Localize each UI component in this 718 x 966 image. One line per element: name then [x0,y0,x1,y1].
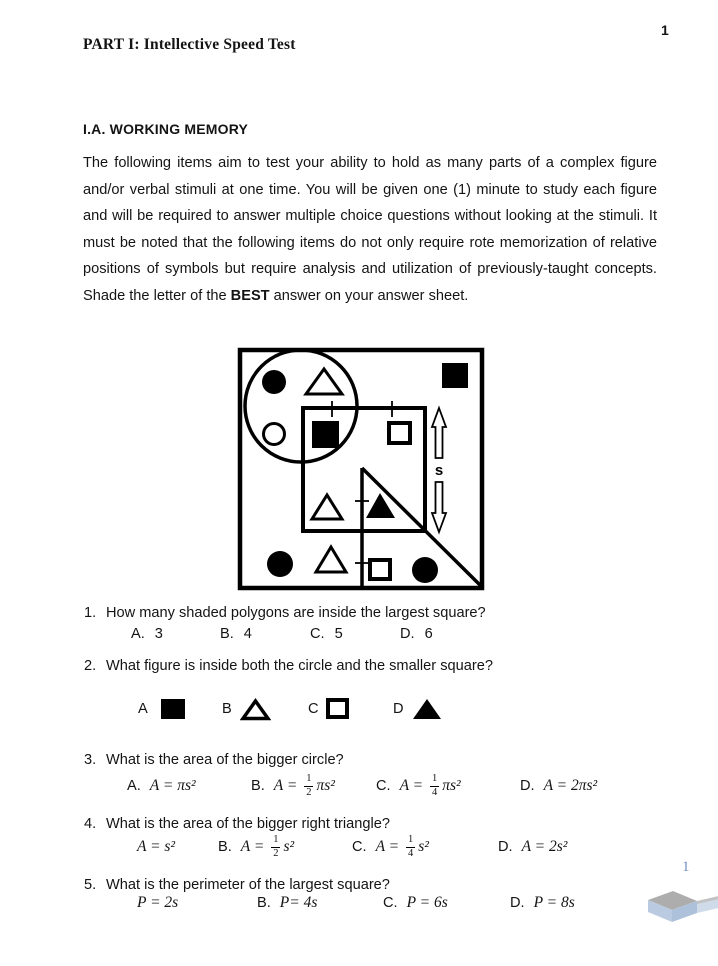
fraction: $\frac{1}{4}$ [432,773,438,798]
filled-circle-top-left [262,370,286,394]
question-5-text: What is the perimeter of the largest square? [106,877,390,893]
question-4-number: 4. [84,816,97,832]
instructions-text-end: answer on your answer sheet. [269,287,469,304]
question-3-text: What is the area of the bigger circle? [106,752,344,768]
outline-triangle-bottom [316,547,346,572]
instructions-paragraph [83,150,657,310]
q4-option-b: B. A = $\frac{1}{2}$ s² [218,834,295,859]
q1-option-c: C. 5 [310,626,343,642]
q3-option-a: A. A = πs² [127,777,196,794]
q5-option-d: D. P = 8s [510,894,575,911]
q4-option-c: C. A = $\frac{1}{4}$ s² [352,834,429,859]
q1-option-d: D. 6 [400,626,433,642]
outline-square-icon [326,698,351,721]
q2-option-d-label: D [393,701,404,717]
length-label-s: s [434,462,444,479]
question-1-number: 1. [84,605,97,621]
length-arrow-down [432,482,446,532]
outline-triangle-top [306,369,342,394]
stimulus-figure-svg [236,346,486,591]
q5-option-b: B. P= 4s [257,894,318,911]
q3-option-b: B. A = $\frac{1}{2}$ πs² [251,773,335,798]
question-3 [84,752,344,768]
outline-square-bottom [370,560,390,579]
q1-option-b: B. 4 [220,626,252,642]
q4-option-d: D. A = 2s² [498,838,568,855]
filled-circle-bottom-right [412,557,438,583]
page-number-footer: 1 [682,859,690,875]
stimulus-figure [236,346,486,591]
question-5-number: 5. [84,877,97,893]
q5-option-a: P = 2s [137,894,179,911]
q2-option-b-label: B [222,701,232,717]
question-4-text: What is the area of the bigger right triangle? [106,816,390,832]
filled-square-top-right [442,363,468,388]
q3-option-c: C. A = $\frac{1}{4}$ πs² [376,773,461,798]
question-4 [84,816,390,832]
q3-option-d: D. A = 2πs² [520,777,598,794]
q1-option-a: A. 3 [131,626,163,642]
question-2-text: What figure is inside both the circle and the smaller square? [106,658,493,674]
watermark-3d-box-icon [645,886,718,924]
q4-option-a: A = s² [137,838,176,855]
fraction: $\frac{1}{2}$ [306,773,312,798]
bold-best-word: BEST [230,287,270,304]
question-1-text: How many shaded polygons are inside the largest square? [106,605,486,621]
q2-option-c-label: C [308,701,319,717]
fraction: $\frac{1}{4}$ [408,834,414,859]
question-1 [84,605,486,621]
question-2-options [0,697,718,721]
question-2 [84,658,493,674]
filled-square-inner [312,421,339,448]
fraction: $\frac{1}{2}$ [273,834,279,859]
filled-circle-bottom-left [267,551,293,577]
filled-square-icon [161,699,186,720]
length-arrow-up [432,408,446,458]
q2-option-a-label: A [138,701,148,717]
instructions-text-start: The following items aim to test your ability to hold as many parts of a complex figure and/or verbal stimuli at one time. You will be given one (1) minute to study each figure and will be required to answer multiple choice questions without looking at the stimuli. It must be noted that the following items do not only require rote memorization of relative positions of symbols but require analysis and utilization of previously-taught concepts. Shade the letter of the [83,155,657,304]
outline-triangle-icon [240,698,271,721]
question-2-number: 2. [84,658,97,674]
filled-triangle-icon [412,698,443,721]
outline-triangle-inner [312,495,342,519]
page-number-top-right: 1 [661,22,669,38]
section-heading: I.A. WORKING MEMORY [83,121,249,137]
outline-circle-left [264,424,285,445]
outline-square-inner [389,423,410,443]
page-title: PART I: Intellective Speed Test [83,36,296,53]
q5-option-c: C. P = 6s [383,894,448,911]
question-3-number: 3. [84,752,97,768]
